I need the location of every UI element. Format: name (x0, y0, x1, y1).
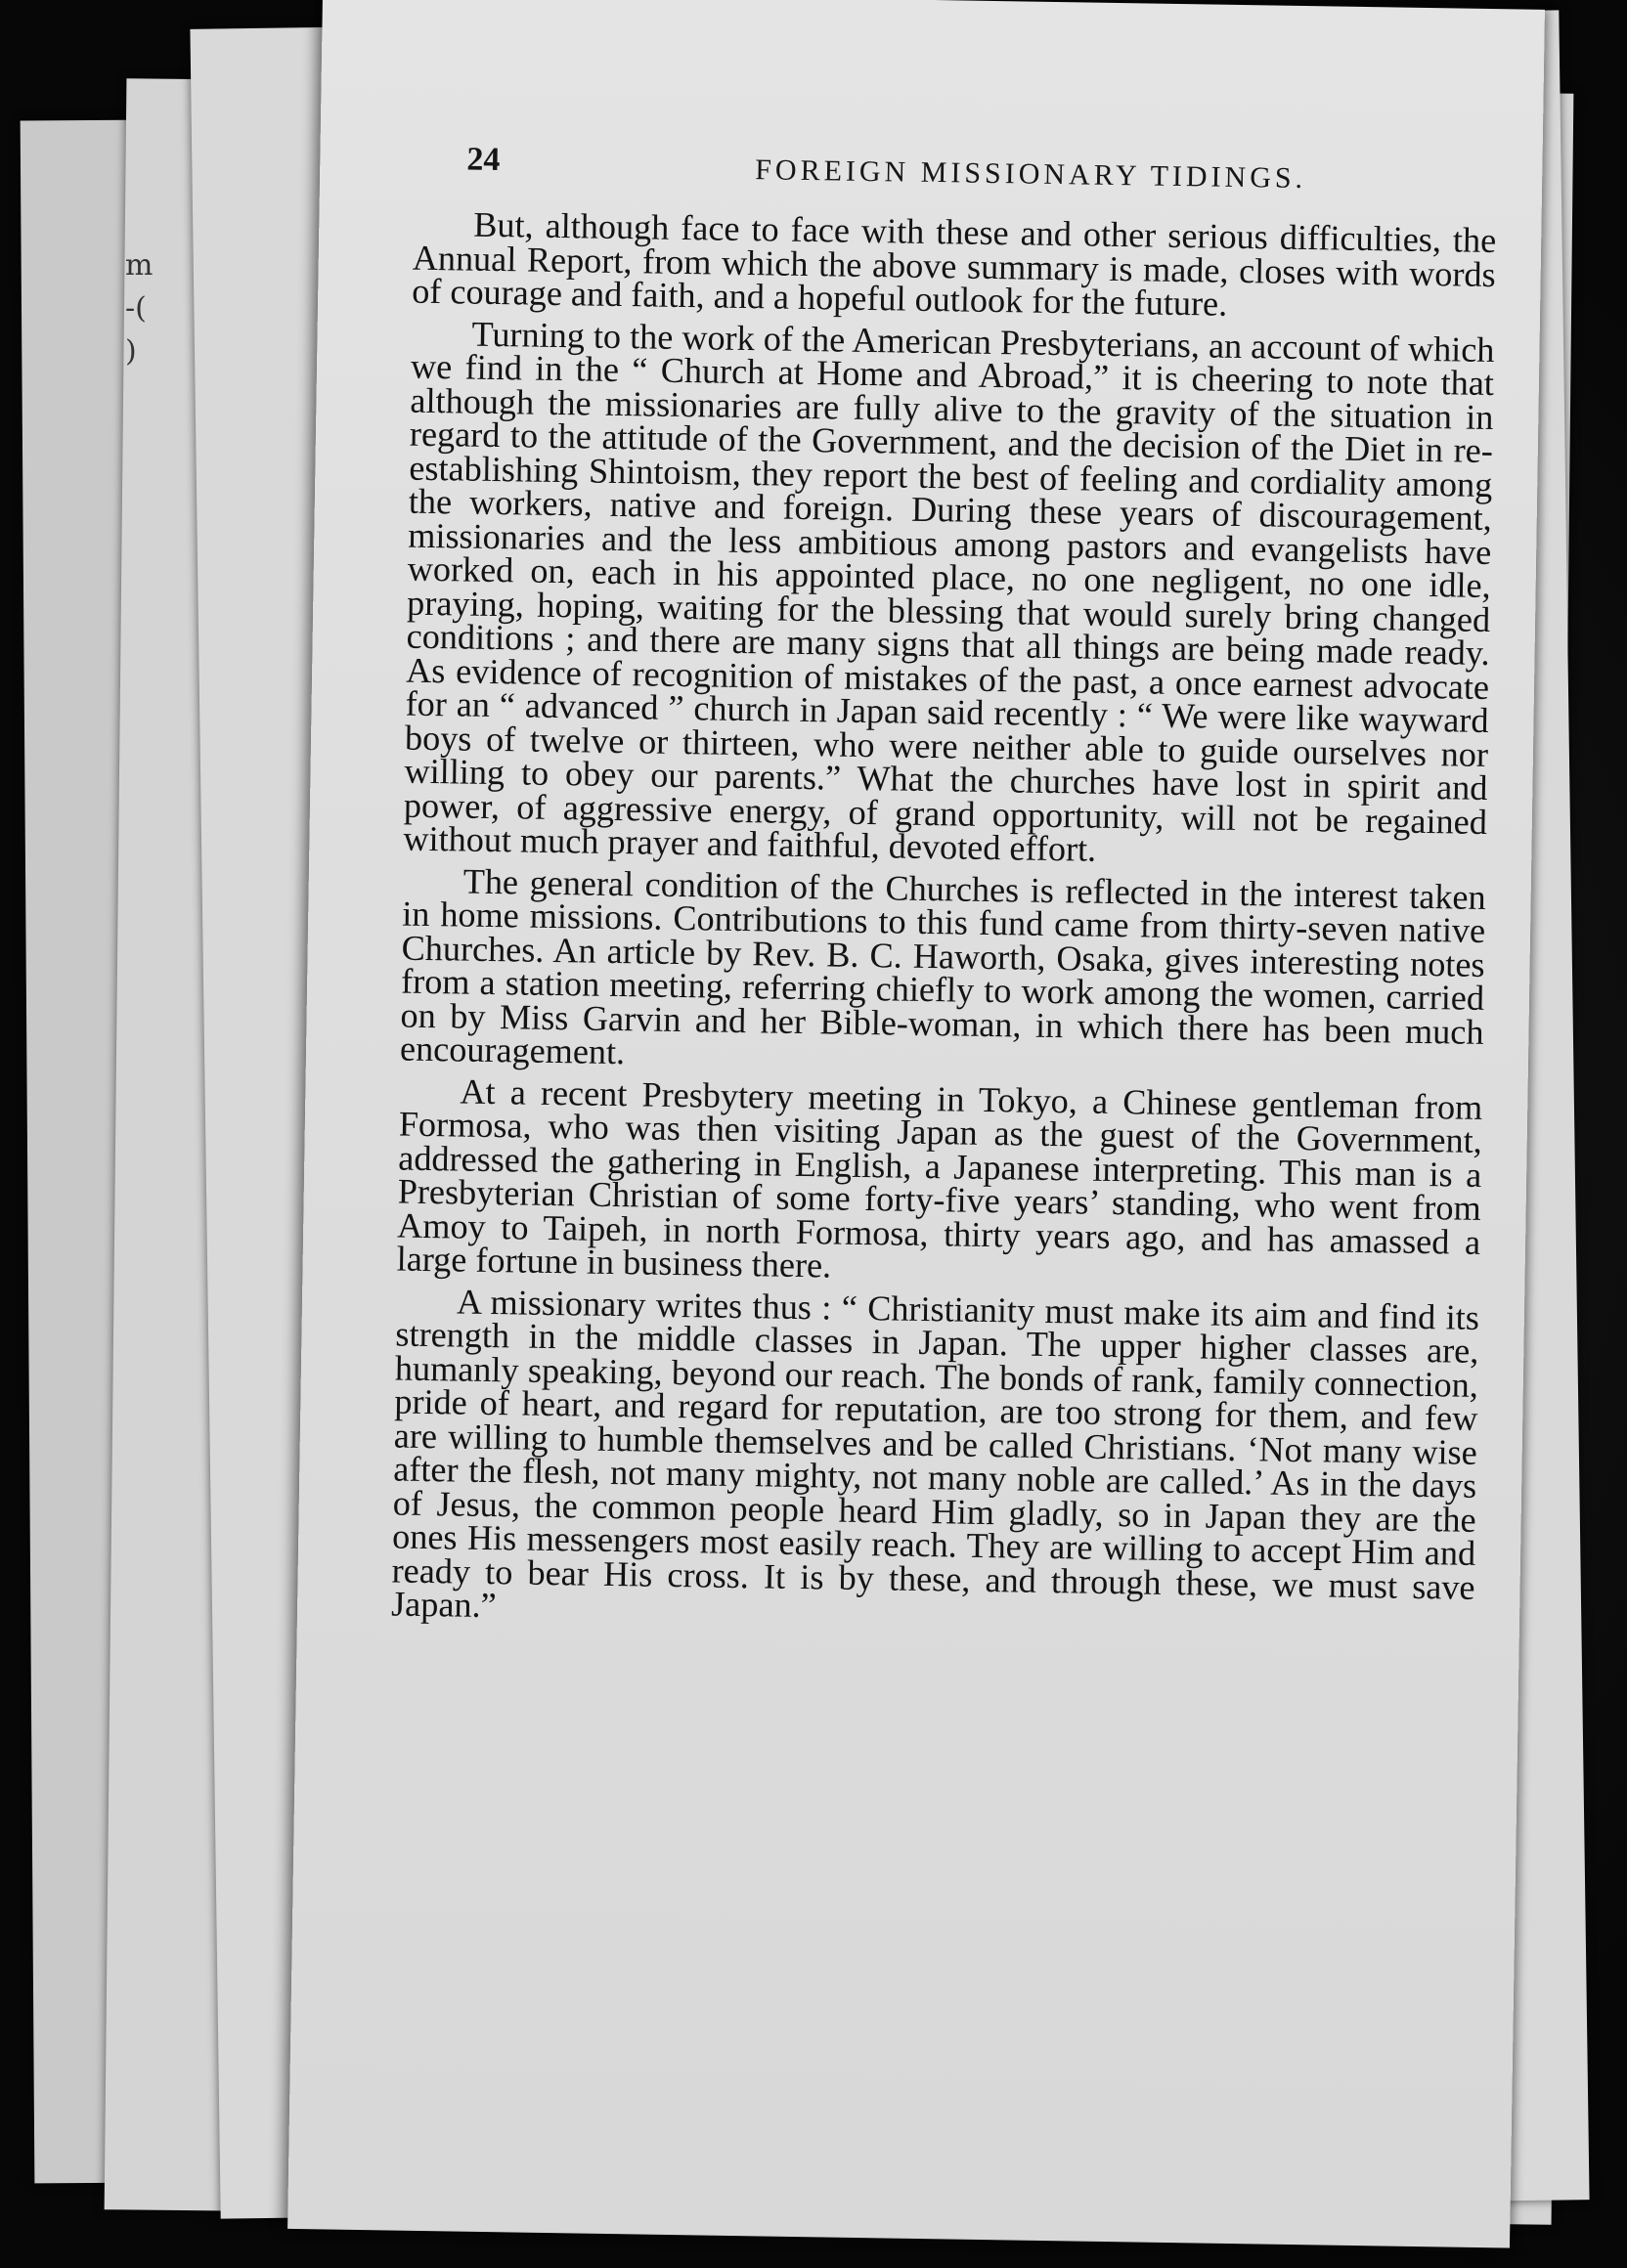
page-body (390, 204, 1497, 1646)
paragraph-presbytery-meeting: At a recent Presbytery meeting in Tokyo, a Chinese gentleman from Formosa, who was then visiting Japan as the guest of the Government, addressed the gathering in English, a Japanese interpreting. This man is a Presbyterian Christian of some forty-five years’ standing, who went from Amoy to Taipeh, in north Formosa, thirty years ago, and has amassed a large fortune in business there. (396, 1071, 1483, 1286)
paragraph-home-missions: The general condition of the Churches is reflected in the interest taken in home missions. Contributions to this fund came from thirty-seven native Churches. An article by Rev. B. C. Haworth, Osaka, gives interesting notes from a station meeting, referring chiefly to work among the women, carried on by Miss Garvin and her Bible-woman, in which there has been much encouragement. (399, 861, 1486, 1072)
paragraph-difficulties: But, although face to face with these and other serious difficulties, the Annual Report, from which the above summary is made, closes with words of courage and faith, and a hopeful outlook for the future. (411, 204, 1497, 324)
book-page (287, 0, 1545, 2248)
page-header (466, 141, 1621, 196)
paragraph-american-presbyterians: Turning to the work of the American Presbyterians, an account of which we find in the “ Church at Home and Abroad,” it is cheering to note that although the missionaries are fully alive to the gravity of the situation in regard to the attitude of the Government, and the decision of the Diet in re-establishing Shintoism, they report the best of feeling and cordiality among the workers, native and foreign. During these years of discouragement, missionaries and the less ambitious among pastors and evangelists have worked on, each in his appointed place, no one negligent, no one idle, praying, hoping, waiting for the blessing that would surely bring changed conditions ; and there are many signs that all things are being made ready. As evidence of recognition of mistakes of the past, a once earnest advocate for an “ advanced ” church in Japan said recently : “ We were like wayward boys of twelve or thirteen, who were neither able to guide ourselves nor willing to obey our parents.” What the churches have lost in spirit and power, of aggressive energy, of grand opportunity, will not be regained without much prayer and faithful, devoted effort. (403, 314, 1495, 869)
paragraph-missionary-quote: A missionary writes thus : “ Christianity must make its aim and find its strength in the middle classes in Japan. The upper higher classes are, humanly speaking, beyond our reach. The bonds of rank, family connection, pride of heart, and regard for reputation, are too strong for them, and few are willing to humble themselves and be called Christians. ‘Not many wise after the flesh, not many mighty, not many noble are called.’ As in the days of Jesus, the common people heard Him gladly, so in Japan they are the ones His messengers most easily reach. They are willing to accept Him and ready to bear His cross. It is by these, and through these, we must save Japan.” (390, 1282, 1480, 1626)
running-head: FOREIGN MISSIONARY TIDINGS. (754, 153, 1307, 196)
page-number: 24 (466, 141, 501, 179)
back-page-edge-marks: m -( ) (125, 248, 154, 369)
